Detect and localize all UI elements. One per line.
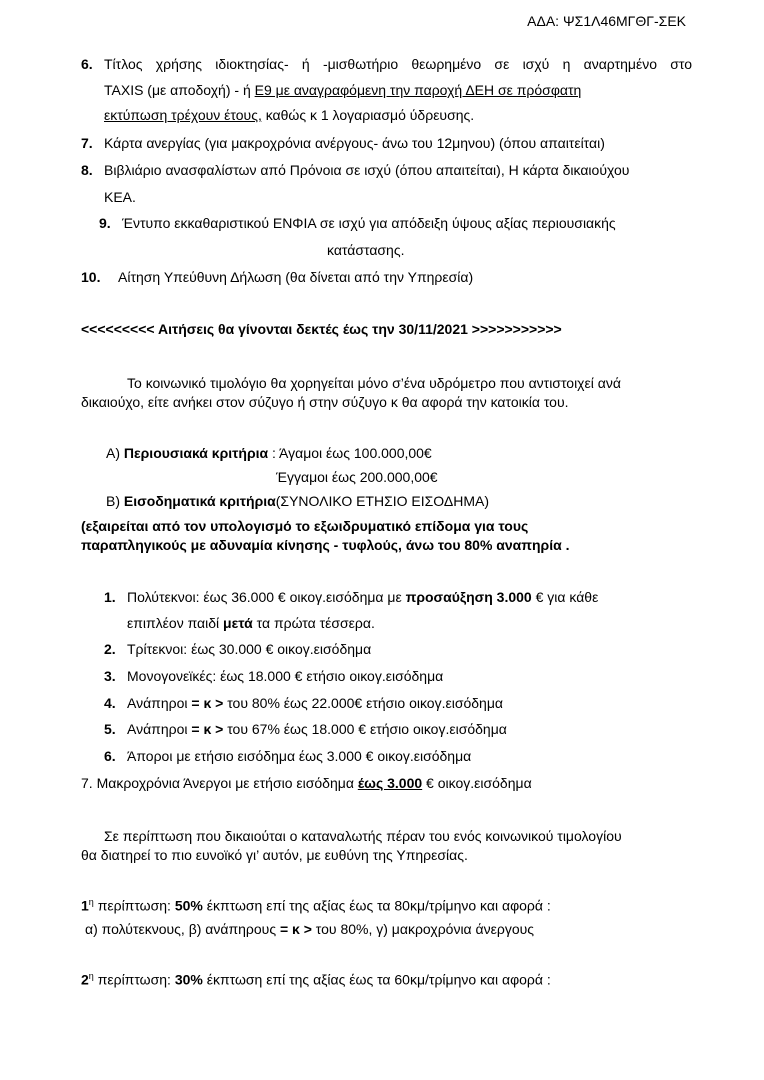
- item-number: 7: [81, 775, 89, 791]
- item-text: Βιβλιάριο ανασφαλίστων από Πρόνοια σε ισχύ (όπου απαιτείται), Η κάρτα δικαιούχου: [104, 162, 630, 178]
- item-text: κατάστασης.: [327, 242, 405, 258]
- criteria-b-label: Εισοδηματικά κριτήρια: [123, 493, 276, 509]
- income-item-4: 4. Ανάπηροι = κ > του 80% έως 22.000€ ετήσιο οικογ.εισόδημα: [104, 695, 503, 711]
- item-number: 2.: [104, 641, 116, 657]
- criteria-a-label: Περιουσιακά κριτήρια: [123, 445, 269, 461]
- criteria-note-2: παραπληγικούς με αδυναμία κίνησης - τυφλούς, άνω του 80% αναπηρία .: [81, 537, 570, 553]
- item-text: Άποροι με ετήσιο εισόδημα έως 3.000 € οικογ.εισόδημα: [127, 748, 472, 764]
- income-item-3: [0, 668, 764, 686]
- item-text: ΚΕΑ.: [104, 189, 136, 205]
- case-1-beneficiaries: α) πολύτεκνους, β) ανάπηρους = κ > του 80%, γ) μακροχρόνια άνεργους: [85, 921, 535, 937]
- ada-code: ΑΔΑ: ΨΣ1Λ46ΜΓΘΓ-ΣΕΚ: [527, 13, 686, 29]
- doc-item-10: [0, 269, 764, 287]
- item-number: 5.: [104, 721, 116, 737]
- item-number: 4.: [104, 695, 116, 711]
- item-text-underlined: Ε9 με αναγραφόμενη την παροχή ΔΕΗ σε πρόσφατη: [254, 82, 582, 98]
- item-text: Μονογονεϊκές: έως 18.000 € ετήσιο οικογ.εισόδημα: [127, 668, 444, 684]
- doc-item-6: [0, 56, 764, 74]
- criteria-a: Α) Περιουσιακά κριτήρια : Άγαμοι έως 100.000,00€: [106, 445, 432, 461]
- item-number: 6.: [104, 748, 116, 764]
- multi-line-1: Σε περίπτωση που δικαιούται ο καταναλωτής πέραν του ενός κοινωνικού τιμολογίου: [104, 828, 622, 844]
- item-number: 1.: [104, 589, 116, 605]
- item-text: Έντυπο εκκαθαριστικού ΕΝΦΙΑ σε ισχύ για απόδειξη ύψους αξίας περιουσιακής: [122, 215, 616, 231]
- intro-line-2: δικαιούχο, είτε ανήκει στον σύζυγο ή στην σύζυγο κ θα αφορά την κατοικία του.: [81, 394, 569, 410]
- item-text: καθώς κ 1 λογαριασμό ύδρευσης.: [261, 107, 475, 123]
- item-text: Τίτλος χρήσης ιδιοκτησίας- ή -μισθωτήριο θεωρημένο σε ισχύ η αναρτημένο στο: [104, 56, 692, 72]
- multi-line-2: θα διατηρεί το πιο ευνοϊκό γι’ αυτόν, με ευθύνη της Υπηρεσίας.: [81, 847, 468, 863]
- item-text: Αίτηση Υπεύθυνη Δήλωση (θα δίνεται από την Υπηρεσία): [118, 269, 474, 285]
- doc-item-7: [0, 135, 764, 153]
- item-text: TAXIS (με αποδοχή) - ή: [104, 82, 255, 98]
- item-number: 6.: [81, 56, 93, 72]
- item-number: 7.: [81, 135, 93, 151]
- doc-item-8: [0, 162, 764, 180]
- income-item-7: 7. Μακροχρόνια Άνεργοι με ετήσιο εισόδημα έως 3.000 € οικογ.εισόδημα: [81, 775, 532, 791]
- item-number: 3.: [104, 668, 116, 684]
- income-item-5: 5. Ανάπηροι = κ > του 67% έως 18.000 € ετήσιο οικογ.εισόδημα: [104, 721, 507, 737]
- criteria-a-married: Έγγαμοι έως 200.000,00€: [276, 469, 438, 485]
- case-1: $1^\eta$ περίπτωση: 50% έκπτωση επί της αξίας έως τα 80κμ/τρίμηνο και αφορά :: [81, 897, 551, 914]
- intro-line-1: Το κοινωνικό τιμολόγιο θα χορηγείται μόνο σ’ένα υδρόμετρο που αντιστοιχεί ανά: [127, 375, 621, 391]
- case-2: $2^\eta$ περίπτωση: 30% έκπτωση επί της αξίας έως τα 60κμ/τρίμηνο και αφορά :: [81, 971, 551, 988]
- item-text: Τρίτεκνοι: έως 30.000 € οικογ.εισόδημα: [127, 641, 372, 657]
- criteria-b: Β) Εισοδηματικά κριτήρια(ΣΥΝΟΛΙΚΟ ΕΤΗΣΙΟ ΕΙΣΟΔΗΜΑ): [106, 493, 490, 509]
- doc-item-9: [0, 215, 764, 233]
- item-number: 10.: [81, 269, 101, 285]
- item-text-underlined: εκτύπωση τρέχουν έτους,: [104, 107, 262, 123]
- deadline-notice: <<<<<<<<< Αιτήσεις θα γίνονται δεκτές έως την 30/11/2021 >>>>>>>>>>>: [81, 321, 562, 337]
- income-item-1: 1. Πολύτεκνοι: έως 36.000 € οικογ.εισόδημα με προσαύξηση 3.000 € για κάθε: [104, 589, 599, 605]
- criteria-note-1: (εξαιρείται από τον υπολογισμό το εξωιδρυματικό επίδομα για τους: [81, 518, 529, 534]
- item-text: Κάρτα ανεργίας (για μακροχρόνια ανέργους- άνω του 12μηνου) (όπου απαιτείται): [104, 135, 605, 151]
- income-item-2: [0, 641, 764, 659]
- item-number: 8.: [81, 162, 93, 178]
- income-item-6: [0, 748, 764, 766]
- item-number: 9.: [99, 215, 111, 231]
